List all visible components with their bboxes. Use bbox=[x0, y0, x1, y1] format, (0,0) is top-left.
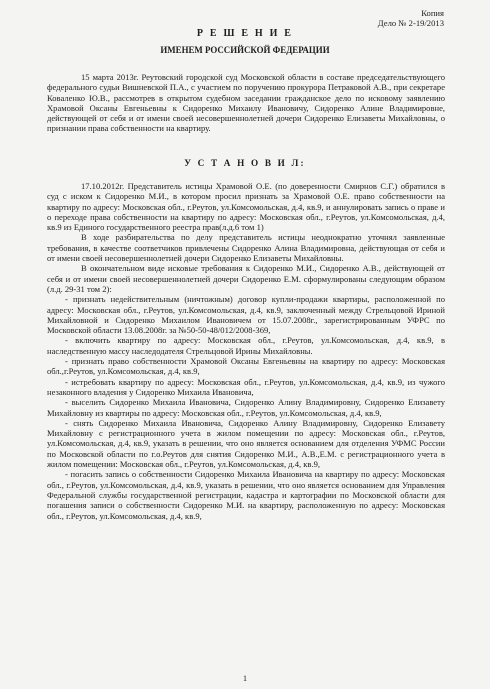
intro-block bbox=[47, 72, 445, 134]
document-subtitle: ИМЕНЕМ РОССИЙСКОЙ ФЕДЕРАЦИИ bbox=[160, 45, 330, 55]
claim-item-ownership: - признать право собственности Храмовой Оксаны Евгеньевны на квартиру по адресу: Московская обл.,г.Реутов, ул.Комсомольская, д.4, кв.9, bbox=[47, 356, 445, 377]
claim-item-reclaim: - истребовать квартиру по адресу: Московская обл., г.Реутов, ул.Комсомольская, д.4, кв.9, из чужого незаконного владения у Сидоренко Михаила Ивановича, bbox=[47, 376, 445, 397]
claim-item-contract: - признать недействительным (ничтожным) договор купли-продажи квартиры, расположенной по адресу: Московская обл., г.Реутов, ул.Комсомольская, д.4, кв.9, заключенный между Стрельцовой Ириной Михайловной и Сидоренко Михаилом Ивановичем от 15.07.2008г., зарегистрированным УФРС по Московской области 13.08.2008г. за №50-50-48/012/2008-369, bbox=[47, 294, 445, 336]
ustanovil-heading: У С Т А Н О В И Л: bbox=[184, 158, 306, 168]
case-header bbox=[378, 8, 444, 28]
intro-paragraph: 15 марта 2013г. Реутовский городской суд Московской области в составе председательствующего федерального судьи Вишневской П.А., с участием по поручению прокурора Петраковой А.В., при секретаре Коваленко Ю.В., рассмотрев в открытом судебном заседании гражданское дело по исковому заявлению Храмовой Оксаны Евгеньевны к Сидоренко Михаилу Ивановичу, Сидоренко Алине Владимировне, действующей от себя и от имени своей несовершеннолетней дочери Сидоренко Елизаветы Михайловны, о признании права собственности на квартиру. bbox=[47, 72, 445, 134]
claim-item-deregistration: - снять Сидоренко Михаила Ивановича, Сидоренко Алину Владимировну, Сидоренко Елизавету Михайловну с регистрационного учета в жилом помещении по адресу: Московская обл., г.Реутов, ул.Комсомольская, д.4, кв.9, указать в решении, что оно является основанием для отделения УФМС России по Московской области по г.о.Реутов для снятия Сидоренко М.И., А.В.,Е.М. с регистрационного учета в жилом помещении: Московская обл., г.Реутов, ул.Комсомольская, д.4, кв.9, bbox=[47, 417, 445, 470]
paragraph-final-claims: В окончательном виде исковые требования к Сидоренко М.И., Сидоренко А.В., действующей от себя и от имени своей несовершеннолетней дочери Сидоренко Е.М. сформулированы следующим образом (л.д. 29-31 том 2): bbox=[47, 263, 445, 294]
claim-item-inheritance: - включить квартиру по адресу: Московская обл., г.Реутов, ул.Комсомольская, д.4, кв.9, в наследственную массу наследодателя Стрельцовой Ирины Михайловны. bbox=[47, 335, 445, 356]
page-number: 1 bbox=[242, 673, 248, 683]
case-number: Дело № 2-19/2013 bbox=[377, 18, 444, 28]
body-text bbox=[47, 181, 445, 521]
document-title: Р Е Ш Е Н И Е bbox=[196, 28, 294, 39]
paragraph-clarification: В ходе разбирательства по делу представитель истицы неоднократно уточнял заявленные требования, в качестве соответчиков привлечены Сидоренко Алина Владимировна, действующая от себя и от имени своей несовершеннолетней дочери Сидоренко Елизаветы Михайловны. bbox=[47, 232, 445, 264]
claim-item-record-cancel: - погасить запись о собственности Сидоренко Михаила Ивановича на квартиру по адресу: Московская обл., г.Реутов, ул.Комсомольская, д.4, кв.9, указать в решении, что оно является основанием для Управления Федеральной службы государственной регистрации, кадастра и картографии по Московской области для погашения записи о собственности Сидоренко М.И. на квартиру, расположенную по адресу: Московская обл., г.Реутов, ул.Комсомольская, д.4, кв.9, bbox=[47, 469, 445, 521]
claim-item-eviction: - выселить Сидоренко Михаила Ивановича, Сидоренко Алину Владимировну, Сидоренко Елизавету Михайловну из квартиры по адресу: Московская обл., г.Реутов, ул.Комсомольская, д.4, кв.9, bbox=[47, 397, 445, 418]
copy-label: Копия bbox=[421, 8, 444, 18]
paragraph-claim: 17.10.2012г. Представитель истицы Храмовой О.Е. (по доверенности Смирнов С.Г.) обратился в суд с иском к Сидоренко М.И., в котором просил признать за Храмовой О.Е. право собственности на квартиру по адресу: Московская обл., г.Реутов, ул.Комсомольская, д.4, кв.9, и аннулировать запись о праве и о переходе права собственности на квартиру по адресу: Московская обл., г.Реутов, ул.Комсомольская, д.4, кв.9 из Единого государственного реестра прав(л.д.6 том 1) bbox=[47, 181, 445, 233]
